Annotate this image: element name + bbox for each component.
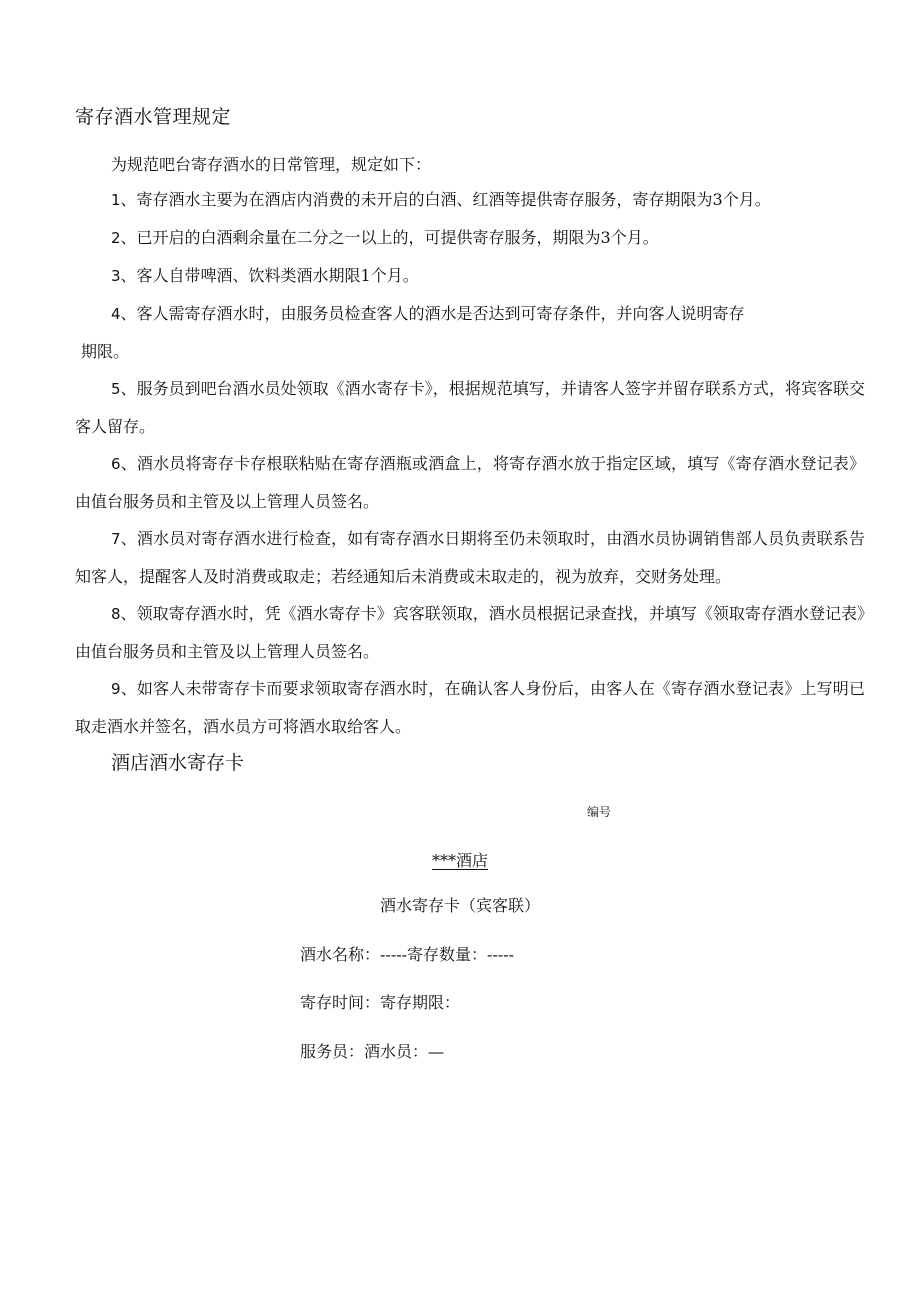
rule-text: 、寄存酒水主要为在酒店内消费的未开启的白酒、红酒等提供寄存服务，寄存期限为3个月。 xyxy=(120,190,771,209)
card-hotel-name: ***酒店 xyxy=(431,851,488,870)
rule-item xyxy=(75,520,865,595)
rule-text: 、酒水员对寄存酒水进行检查，如有寄存酒水日期将至仍未领取时，由酒水员协调销售部人员负责联系告知客人，提醒客人及时消费或取走；若经通知后未消费或未取走的，视为放弃，交财务处理。 xyxy=(75,529,865,586)
rule-item xyxy=(75,219,865,257)
rule-text: 、酒水员将寄存卡存根联粘贴在寄存酒瓶或酒盒上，将寄存酒水放于指定区域，填写《寄存酒水登记表》由值台服务员和主管及以上管理人员签名。 xyxy=(75,454,865,511)
rule-item xyxy=(75,295,865,370)
rule-number: 9 xyxy=(111,680,121,698)
rule-text: 、领取寄存酒水时，凭《酒水寄存卡》宾客联领取，酒水员根据记录查找，并填写《领取寄存酒水登记表》由值台服务员和主管及以上管理人员签名。 xyxy=(75,604,865,661)
card-title-wrap xyxy=(0,893,920,916)
rule-item xyxy=(75,257,865,295)
rule-item xyxy=(75,370,865,445)
rule-text: 、客人自带啤酒、饮料类酒水期限1个月。 xyxy=(120,266,419,285)
rule-item xyxy=(75,595,865,670)
rule-number: 1 xyxy=(111,191,121,209)
rule-text: 、已开启的白酒剩余量在二分之一以上的，可提供寄存服务，期限为3个月。 xyxy=(120,228,659,247)
rule-item xyxy=(75,670,865,745)
rule-continuation: 期限。 xyxy=(81,342,130,361)
rule-number: 4 xyxy=(111,305,121,323)
document-title: 寄存酒水管理规定 xyxy=(75,106,232,128)
rule-text: 、如客人未带寄存卡而要求领取寄存酒水时，在确认客人身份后，由客人在《寄存酒水登记表》上写明已取走酒水并签名，酒水员方可将酒水取给客人。 xyxy=(75,679,865,736)
rule-number: 8 xyxy=(111,605,121,623)
card-hotel-name-wrap xyxy=(0,848,920,871)
rule-number: 2 xyxy=(111,229,121,247)
rule-text: 、客人需寄存酒水时，由服务员检查客人的酒水是否达到可寄存条件，并向客人说明寄存 xyxy=(120,304,745,323)
rule-number: 7 xyxy=(111,530,121,548)
rule-item xyxy=(75,445,865,520)
rule-item xyxy=(75,181,865,219)
rule-number: 3 xyxy=(111,267,121,285)
card-number-label: 编号 xyxy=(587,805,612,819)
rule-number: 6 xyxy=(111,455,121,473)
card-title: 酒水寄存卡（宾客联） xyxy=(379,896,540,915)
rule-number: 5 xyxy=(111,380,121,398)
card-row-staff: 服务员：酒水员：— xyxy=(300,1042,445,1061)
rule-text: 、服务员到吧台酒水员处领取《酒水寄存卡》，根据规范填写，并请客人签字并留存联系方式，将宾客联交客人留存。 xyxy=(75,379,865,436)
card-row-item-quantity: 酒水名称：-----寄存数量：----- xyxy=(300,945,515,964)
card-row-time-period: 寄存时间：寄存期限： xyxy=(300,993,461,1012)
rules-list xyxy=(75,181,865,745)
intro-paragraph: 为规范吧台寄存酒水的日常管理，规定如下： xyxy=(111,155,432,174)
card-section-heading: 酒店酒水寄存卡 xyxy=(111,752,245,774)
